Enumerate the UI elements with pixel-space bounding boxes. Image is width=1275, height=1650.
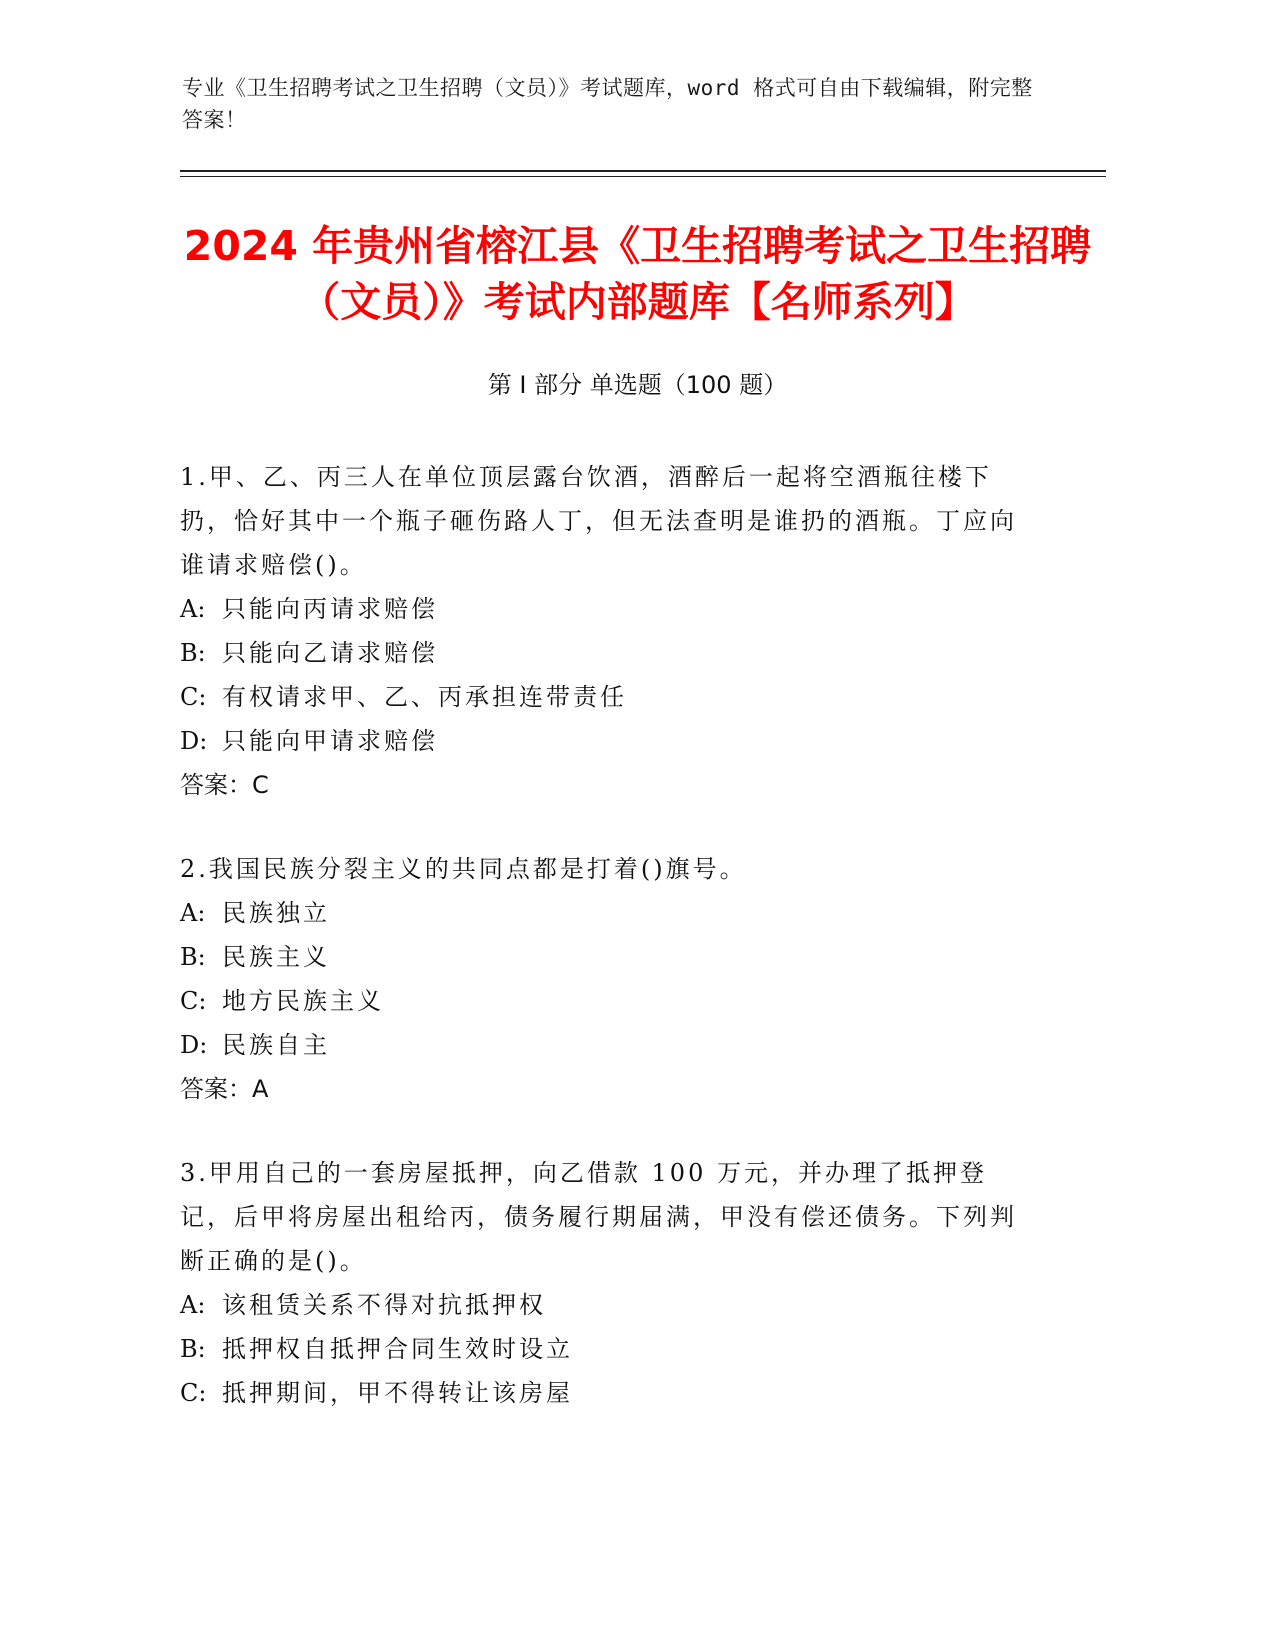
option-text: 民族自主 bbox=[222, 1031, 330, 1059]
option-text: 只能向甲请求赔偿 bbox=[222, 727, 438, 755]
option-letter: B: bbox=[180, 1335, 206, 1363]
option-letter: D: bbox=[180, 727, 208, 755]
header-divider-thick bbox=[180, 170, 1106, 172]
option-a bbox=[180, 1283, 1030, 1327]
option-c bbox=[180, 675, 1030, 719]
option-letter: A: bbox=[180, 595, 206, 623]
option-letter: A: bbox=[180, 1291, 206, 1319]
option-text: 只能向乙请求赔偿 bbox=[222, 639, 438, 667]
option-d bbox=[180, 1023, 1030, 1067]
question-2 bbox=[180, 847, 1030, 1111]
option-text: 有权请求甲、乙、丙承担连带责任 bbox=[222, 683, 627, 711]
header-note: 专业《卫生招聘考试之卫生招聘（文员）》考试题库，word 格式可自由下载编辑，附完整答案！ bbox=[182, 76, 1033, 132]
option-letter: C: bbox=[180, 683, 207, 711]
option-text: 抵押权自抵押合同生效时设立 bbox=[222, 1335, 573, 1363]
option-letter: C: bbox=[180, 1379, 207, 1407]
option-text: 抵押期间，甲不得转让该房屋 bbox=[222, 1379, 573, 1407]
option-c bbox=[180, 1371, 1030, 1415]
question-stem: 2.我国民族分裂主义的共同点都是打着()旗号。 bbox=[180, 855, 747, 883]
option-a bbox=[180, 587, 1030, 631]
question-stem: 3.甲用自己的一套房屋抵押，向乙借款 100 万元，并办理了抵押登记，后甲将房屋出租给丙，债务履行期届满，甲没有偿还债务。下列判断正确的是()。 bbox=[180, 1159, 1017, 1275]
answer-line: 答案：C bbox=[180, 771, 269, 799]
option-letter: B: bbox=[180, 639, 206, 667]
option-letter: B: bbox=[180, 943, 206, 971]
question-3 bbox=[180, 1151, 1030, 1415]
option-text: 地方民族主义 bbox=[222, 987, 384, 1015]
option-letter: A: bbox=[180, 899, 206, 927]
option-text: 民族独立 bbox=[222, 899, 330, 927]
option-letter: D: bbox=[180, 1031, 208, 1059]
option-text: 民族主义 bbox=[222, 943, 330, 971]
option-b bbox=[180, 631, 1030, 675]
header-divider-thin bbox=[180, 176, 1106, 177]
answer-line: 答案：A bbox=[180, 1075, 269, 1103]
document-title: 2024 年贵州省榕江县《卫生招聘考试之卫生招聘（文员）》考试内部题库【名师系列】 bbox=[183, 222, 1092, 326]
option-letter: C: bbox=[180, 987, 207, 1015]
question-1 bbox=[180, 455, 1030, 807]
question-list bbox=[180, 455, 1030, 1455]
option-text: 只能向丙请求赔偿 bbox=[222, 595, 438, 623]
option-c bbox=[180, 979, 1030, 1023]
question-stem: 1.甲、乙、丙三人在单位顶层露台饮酒，酒醉后一起将空酒瓶往楼下扔，恰好其中一个瓶子砸伤路人丁，但无法查明是谁扔的酒瓶。丁应向谁请求赔偿()。 bbox=[180, 463, 1017, 579]
option-a bbox=[180, 891, 1030, 935]
option-b bbox=[180, 1327, 1030, 1371]
section-heading: 第 I 部分 单选题（100 题） bbox=[487, 371, 788, 399]
option-text: 该租赁关系不得对抗抵押权 bbox=[222, 1291, 546, 1319]
option-b bbox=[180, 935, 1030, 979]
option-d bbox=[180, 719, 1030, 763]
